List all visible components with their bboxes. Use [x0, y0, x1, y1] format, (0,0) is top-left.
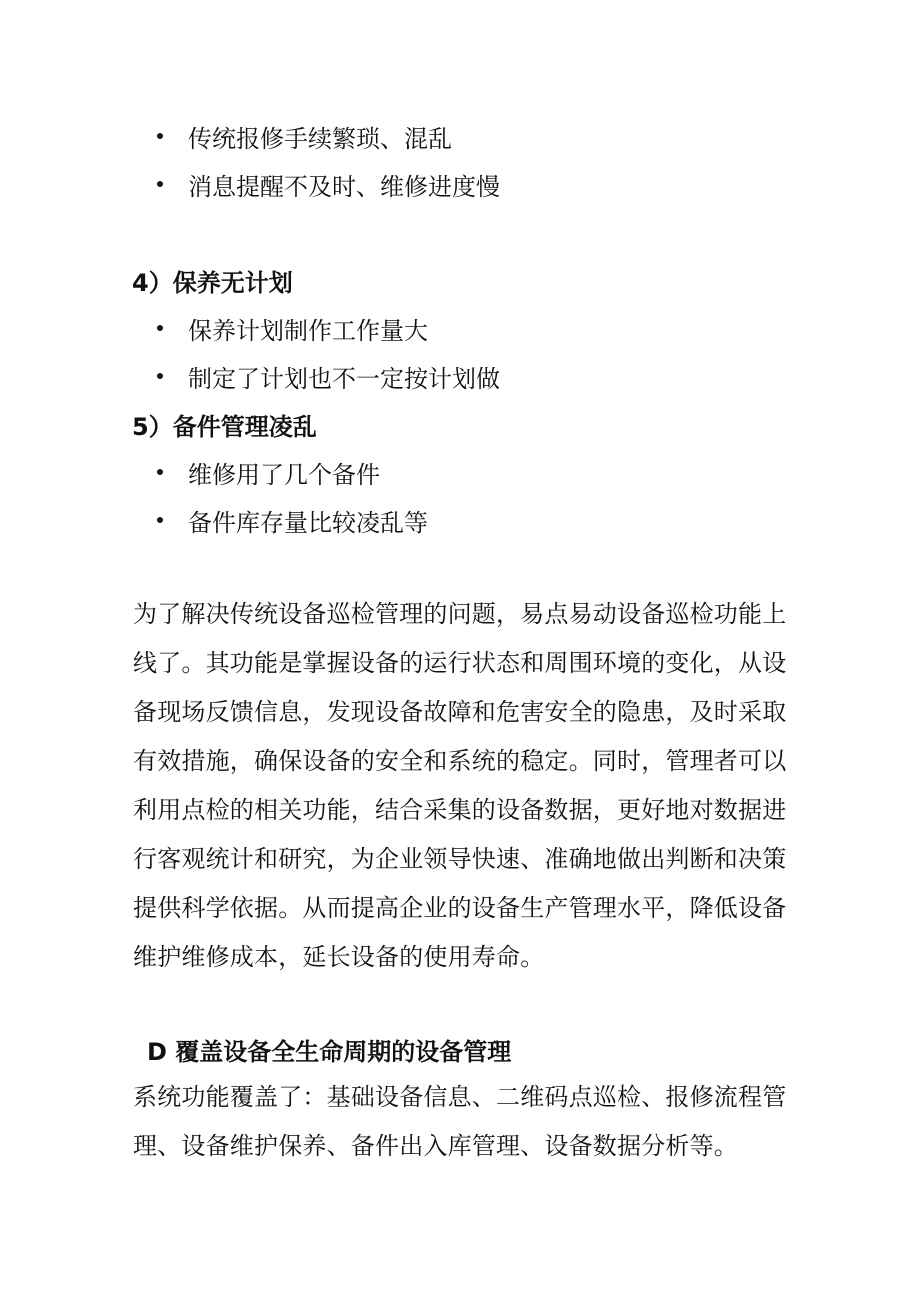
paragraph-line: 线了。其功能是掌握设备的运行状态和周围环境的变化，从设 — [133, 649, 787, 677]
list-item-text: 维修用了几个备件 — [188, 460, 380, 489]
list-item — [160, 358, 500, 394]
list-item-text: 制定了计划也不一定按计划做 — [188, 364, 500, 393]
list-item — [160, 454, 380, 490]
bullet-icon — [157, 181, 163, 187]
list-item-text: 传统报修手续繁琐、混乱 — [188, 124, 452, 153]
list-item-text: 备件库存量比较凌乱等 — [188, 508, 428, 537]
section-heading-4: 4）保养无计划 — [132, 268, 293, 297]
list-item — [160, 118, 452, 154]
section-heading-5: 5）备件管理凌乱 — [132, 412, 317, 441]
paragraph-line: 为了解决传统设备巡检管理的问题，易点易动设备巡检功能上 — [133, 600, 787, 628]
paragraph-line: 行客观统计和研究，为企业领导快速、准确地做出判断和决策 — [133, 845, 787, 873]
paragraph-line: 备现场反馈信息，发现设备故障和危害安全的隐患，及时采取 — [133, 698, 787, 726]
list-item — [160, 310, 428, 346]
paragraph-line: 利用点检的相关功能，结合采集的设备数据，更好地对数据进 — [133, 796, 787, 824]
section-heading-d: D 覆盖设备全生命周期的设备管理 — [147, 1037, 512, 1066]
bullet-icon — [157, 133, 163, 139]
paragraph-line: 有效措施，确保设备的安全和系统的稳定。同时，管理者可以 — [133, 747, 787, 775]
list-item-text: 保养计划制作工作量大 — [188, 316, 428, 345]
bullet-icon — [157, 517, 163, 523]
bullet-icon — [157, 373, 163, 379]
paragraph-line: 维护维修成本，延长设备的使用寿命。 — [133, 943, 545, 971]
bullet-icon — [157, 469, 163, 475]
paragraph-line: 系统功能覆盖了：基础设备信息、二维码点巡检、报修流程管 — [133, 1083, 787, 1111]
bullet-icon — [157, 325, 163, 331]
list-item — [160, 502, 428, 538]
list-item — [160, 166, 500, 202]
paragraph-line: 理、设备维护保养、备件出入库管理、设备数据分析等。 — [133, 1132, 738, 1160]
list-item-text: 消息提醒不及时、维修进度慢 — [188, 172, 500, 201]
paragraph-line: 提供科学依据。从而提高企业的设备生产管理水平，降低设备 — [133, 894, 787, 922]
